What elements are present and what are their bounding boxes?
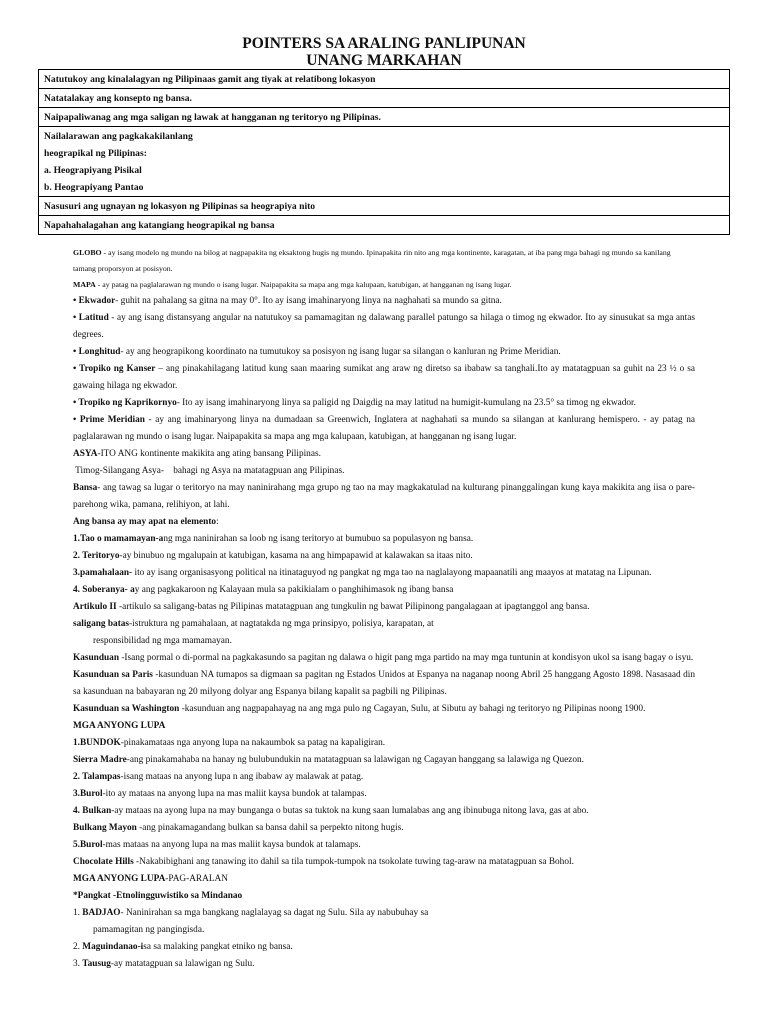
pangkat-heading: *Pangkat -Etnolingguwistiko sa Mindanao (73, 891, 243, 901)
notes-section (73, 245, 695, 973)
table-row (39, 89, 730, 108)
elemento-soberanya: 4. Soberanya- ay ang pagkakaroon ng Kalayaan mula sa pakikialam o panghihimasok ng ibang bansa (73, 585, 454, 595)
talampas-definition: 2. Talampas-isang mataas na anyong lupa n ang ibabaw ay malawak at patag. (73, 772, 364, 782)
elemento-heading: Ang bansa ay may apat na elemento: (73, 517, 219, 527)
artikulo-definition: Artikulo II -artikulo sa saligang-batas ng Pilipinas matatagpuan ang tungkulin ng bawat Pilipinong pangalagaan at ipagtanggol ang bansa. (73, 602, 590, 612)
ekwador-definition: • Ekwador- guhit na pahalang sa gitna na may 0°. Ito ay isang imahinaryong linya na naghahati sa mundo sa gitna. (73, 296, 502, 306)
kasunduan-washington-definition: Kasunduan sa Washington -kasunduan ang nagpapahayag na ang mga pulo ng Cagayan, Sulu, at Sibutu ay bahagi ng teritoryo ng Pilipinas noong 1900. (73, 704, 646, 714)
sierra-madre-definition: Sierra Madre-ang pinakamahaba na hanay ng bulubundukin na matatagpuan sa lalawigan ng Cagayan hanggang sa lalawiga ng Quezon. (73, 755, 585, 765)
anyong-lupa-heading: MGA ANYONG LUPA (73, 721, 166, 731)
tausug-definition: 3. Tausug-ay matatagpuan sa lalawigan ng Sulu. (73, 959, 255, 969)
objective-line: heograpikal ng Pilipinas: (44, 147, 147, 159)
table-row (39, 216, 730, 235)
burol-2-definition: 5.Burol-mas mataas na anyong lupa na mas maliit kaysa bundok at talamaps. (73, 840, 361, 850)
saligang-batas-definition: saligang batas-istruktura ng pamahalaan, at nagtatakda ng mga prinsipyo, polisiya, karapatan, at (73, 619, 434, 629)
objective-line: Nailalarawan ang pagkakakilanlang (44, 130, 193, 142)
maguindanao-definition: 2. Maguindanao-isa sa malaking pangkat etniko ng bansa. (73, 942, 293, 952)
bundok-definition: 1.BUNDOK-pinakamataas nga anyong lupa na nakaumbok sa patag na kapaligiran. (73, 738, 386, 748)
objective-cell: Natatalakay ang konsepto ng bansa. (39, 89, 730, 108)
saligang-batas-continuation: responsibilidad ng mga mamamayan. (93, 636, 232, 646)
tropiko-kaprikornyo-definition: • Tropiko ng Kaprikornyo- Ito ay isang imahinaryong linya sa paligid ng Daigdig na may latitud na humigit-kumulang na 23.5° sa timog ng ekwador. (73, 398, 636, 408)
elemento-pamahalaan: 3.pamahalaan- ito ay isang organisasyong political na itinataguyod ng pangkat ng mga tao na naglalayong mapaanatili ang maayos at matatag na Lipunan. (73, 568, 652, 578)
table-row (39, 70, 730, 89)
objective-cell: Natutukoy ang kinalalagyan ng Pilipinaas gamit ang tiyak at relatibong lokasyon (39, 70, 730, 89)
bansa-definition: Bansa- ang tawag sa lugar o teritoryo na may naninirahang mga grupo ng tao na may magkakatulad na kulturang pinanggalingan kung kaya makikita ang iisa o pare-parehong wika, pamana, relihiyon, at lahi. (73, 483, 695, 510)
objective-cell: Naipapaliwanag ang mga saligan ng lawak at hangganan ng teritoryo ng Pilipinas. (39, 108, 730, 127)
kasunduan-definition: Kasunduan -Isang pormal o di-pormal na pagkakasundo sa pagitan ng dalawa o higit pang mga partido na may mga tuntunin at kondisyon ukol sa isang bagay o isyu. (73, 653, 694, 663)
prime-meridian-definition: • Prime Meridian - ay ang imahinaryong linya na dumadaan sa Greenwich, Inglatera at naghahati sa mundo sa silangan at kanlurang hemispero. - ay patag na paglalarawan ng mundo o isang lugar. Naipapakita sa mapa ang mga kalupaan, katubigan, at hangganan ng isang lugar. (73, 415, 695, 442)
longhitud-definition: • Longhitud- ay ang heograpikong koordinato na tumutukoy sa posisyon ng isang lugar sa silangan o kanluran ng Prime Meridian. (73, 347, 561, 357)
document-title: POINTERS SA ARALING PANLIPUNAN (242, 35, 526, 52)
badjao-continuation: pamamagitan ng pangingisda. (93, 925, 205, 935)
timog-silangang-asya-line: Timog-Silangang Asya- bahagi ng Asya na matatagpuan ang Pilipinas. (73, 466, 345, 476)
objective-cell: Nasusuri ang ugnayan ng lokasyon ng Pilipinas sa heograpiya nito (39, 197, 730, 216)
objective-line: a. Heograpiyang Pisikal (44, 164, 142, 176)
kasunduan-paris-definition: Kasunduan sa Paris -kasunduan NA tumapos sa digmaan sa pagitan ng Estados Unidos at Espanya na naganap noong Abril 25 hanggang Agosto 1898. Nasasaad din sa kasunduan na babayaran ng 20 milyong dolyar ang Espanya bilang kapalit sa pagbili ng Pilipinas. (73, 670, 695, 697)
table-row (39, 108, 730, 127)
asya-definition: ASYA-ITO ANG kontinente makikita ang ating bansang Pilipinas. (73, 449, 321, 459)
bulkang-mayon-definition: Bulkang Mayon -ang pinakamagandang bulkan sa bansa dahil sa perpekto nitong hugis. (73, 823, 404, 833)
anyong-lupa-pag-aralan-heading: MGA ANYONG LUPA-PAG-ARALAN (73, 874, 228, 884)
document-subtitle: UNANG MARKAHAN (306, 52, 462, 69)
elemento-tao: 1.Tao o mamamayan-ang mga naninirahan sa loob ng isang teritoryo at bumubuo sa populasyon ng bansa. (73, 534, 474, 544)
objective-cell (39, 127, 730, 197)
globo-definition: GLOBO - ay isang modelo ng mundo na bilog at nagpapakita ng eksaktong hugis ng mundo. Ipinapakita rin nito ang mga kontinente, karagatan, at iba pang mga bahagi ng mundo sa kanilang tamang proporsyon at posisyon. (73, 248, 671, 273)
objective-cell: Napahahalagahan ang katangiang heograpikal ng bansa (39, 216, 730, 235)
badjao-definition: 1. BADJAO- Naninirahan sa mga bangkang naglalayag sa dagat ng Sulu. Sila ay nabubuhay sa (73, 908, 429, 918)
objective-line: b. Heograpiyang Pantao (44, 181, 144, 193)
mapa-definition: MAPA - ay patag na paglalarawan ng mundo o isang lugar. Naipapakita sa mapa ang mga kalupaan, katubigan, at hangganan ng isang lugar. (73, 280, 512, 289)
burol-definition: 3.Burol-ito ay mataas na anyong lupa na mas maliit kaysa bundok at talampas. (73, 789, 367, 799)
latitud-definition: • Latitud - ay ang isang distansyang angular na natutukoy sa pamamagitan ng dalawang parallel patungo sa hilaga o timog ng ekwador. Ito ay sinusukat sa mga antas degrees. (73, 313, 695, 340)
table-row (39, 127, 730, 197)
table-row (39, 197, 730, 216)
elemento-teritoryo: 2. Teritoryo-ay binubuo ng mgalupain at katubigan, kasama na ang himpapawid at kalawakan sa itaas nito. (73, 551, 473, 561)
chocolate-hills-definition: Chocolate Hills -Nakabibighani ang tanawing ito dahil sa tila tumpok-tumpok na tsokolate tuwing tag-araw na matatagpuan sa Bohol. (73, 857, 574, 867)
bulkan-definition: 4. Bulkan-ay mataas na ayong lupa na may bunganga o butas sa tuktok na kung saan lumalabas ang ang ibinubuga nitong lava, gas at abo. (73, 806, 589, 816)
objectives-table (38, 69, 730, 235)
tropiko-kanser-definition: • Tropiko ng Kanser – ang pinakahilagang latitud kung saan maaring sumikat ang araw ng diretso sa ibabaw sa tanghali.Ito ay matatagpuan sa guhit na 23 ½ o sa gawaing hilaga ng ekwador. (73, 364, 695, 391)
